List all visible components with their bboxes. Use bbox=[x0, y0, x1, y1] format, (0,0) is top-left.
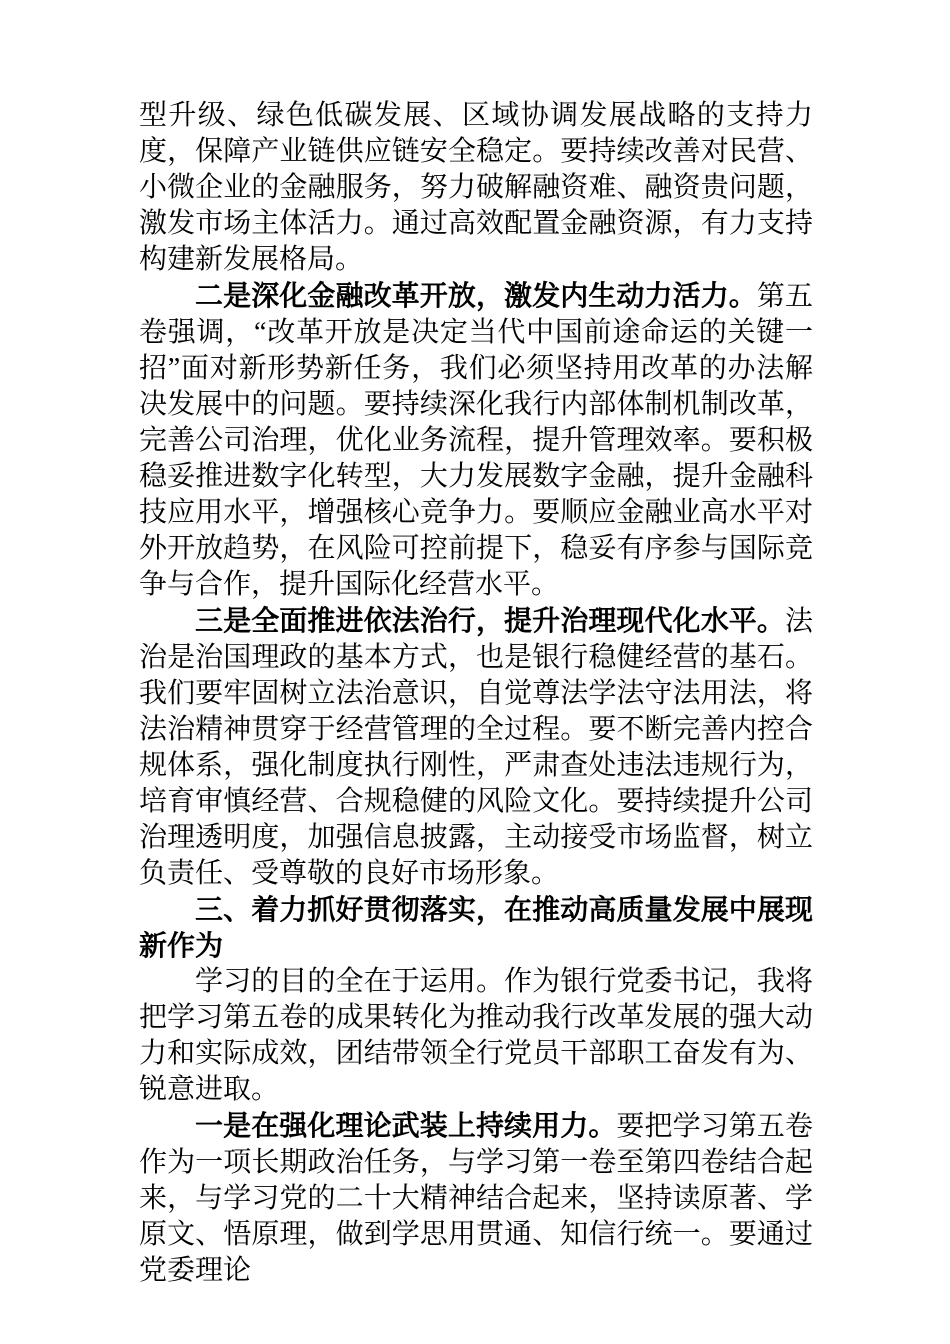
paragraph-text: 要把学习第五卷作为一项长期政治任务，与学习第一卷至第四卷结合起来，与学习党的二十大精神结合起来，坚持读原著、学原文、悟原理，做到学思用贯通、知信行统一。要通过党委理论 bbox=[139, 1111, 813, 1286]
paragraph-continuation bbox=[139, 98, 813, 278]
section-heading bbox=[139, 892, 813, 964]
paragraph-bold-lead: 三是全面推进依法治行，提升治理现代化水平。 bbox=[195, 605, 785, 636]
section-heading-text: 三、着力抓好贯彻落实，在推动高质量发展中展现新作为 bbox=[139, 894, 813, 961]
paragraph-intro bbox=[139, 964, 813, 1108]
paragraph-text: 第五卷强调，“改革开放是决定当代中国前途命运的关键一招”面对新形势新任务，我们必须坚持用改革的办法解决发展中的问题。要持续深化我行内部体制机制改革，完善公司治理，优化业务流程，提升管理效率。要积极稳妥推进数字化转型，大力发展数字金融，提升金融科技应用水平，增强核心竞争力。要顺应金融业高水平对外开放趋势，在风险可控前提下，稳妥有序参与国际竞争与合作，提升国际化经营水平。 bbox=[139, 281, 813, 600]
paragraph-text: 型升级、绿色低碳发展、区域协调发展战略的支持力度，保障产业链供应链安全稳定。要持续改善对民营、小微企业的金融服务，努力破解融资难、融资贵问题，激发市场主体活力。通过高效配置金融资源，有力支持构建新发展格局。 bbox=[139, 100, 813, 275]
paragraph-point-one bbox=[139, 1108, 813, 1289]
document-content bbox=[139, 98, 813, 1289]
paragraph-text: 学习的目的全在于运用。作为银行党委书记，我将把学习第五卷的成果转化为推动我行改革发展的强大动力和实际成效，团结带领全行党员干部职工奋发有为、锐意进取。 bbox=[139, 966, 813, 1105]
paragraph-text: 法治是治国理政的基本方式，也是银行稳健经营的基石。我们要牢固树立法治意识，自觉尊法学法守法用法，将法治精神贯穿于经营管理的全过程。要不断完善内控合规体系，强化制度执行刚性，严肃查处违法违规行为，培育审慎经营、合规稳健的风险文化。要持续提升公司治理透明度，加强信息披露，主动接受市场监督，树立负责任、受尊敬的良好市场形象。 bbox=[139, 606, 813, 889]
paragraph-bold-lead: 一是在强化理论武装上持续用力。 bbox=[195, 1110, 617, 1141]
paragraph-section-two bbox=[139, 278, 813, 603]
paragraph-bold-lead: 二是深化金融改革开放，激发内生动力活力。 bbox=[195, 280, 757, 311]
paragraph-section-three bbox=[139, 603, 813, 892]
